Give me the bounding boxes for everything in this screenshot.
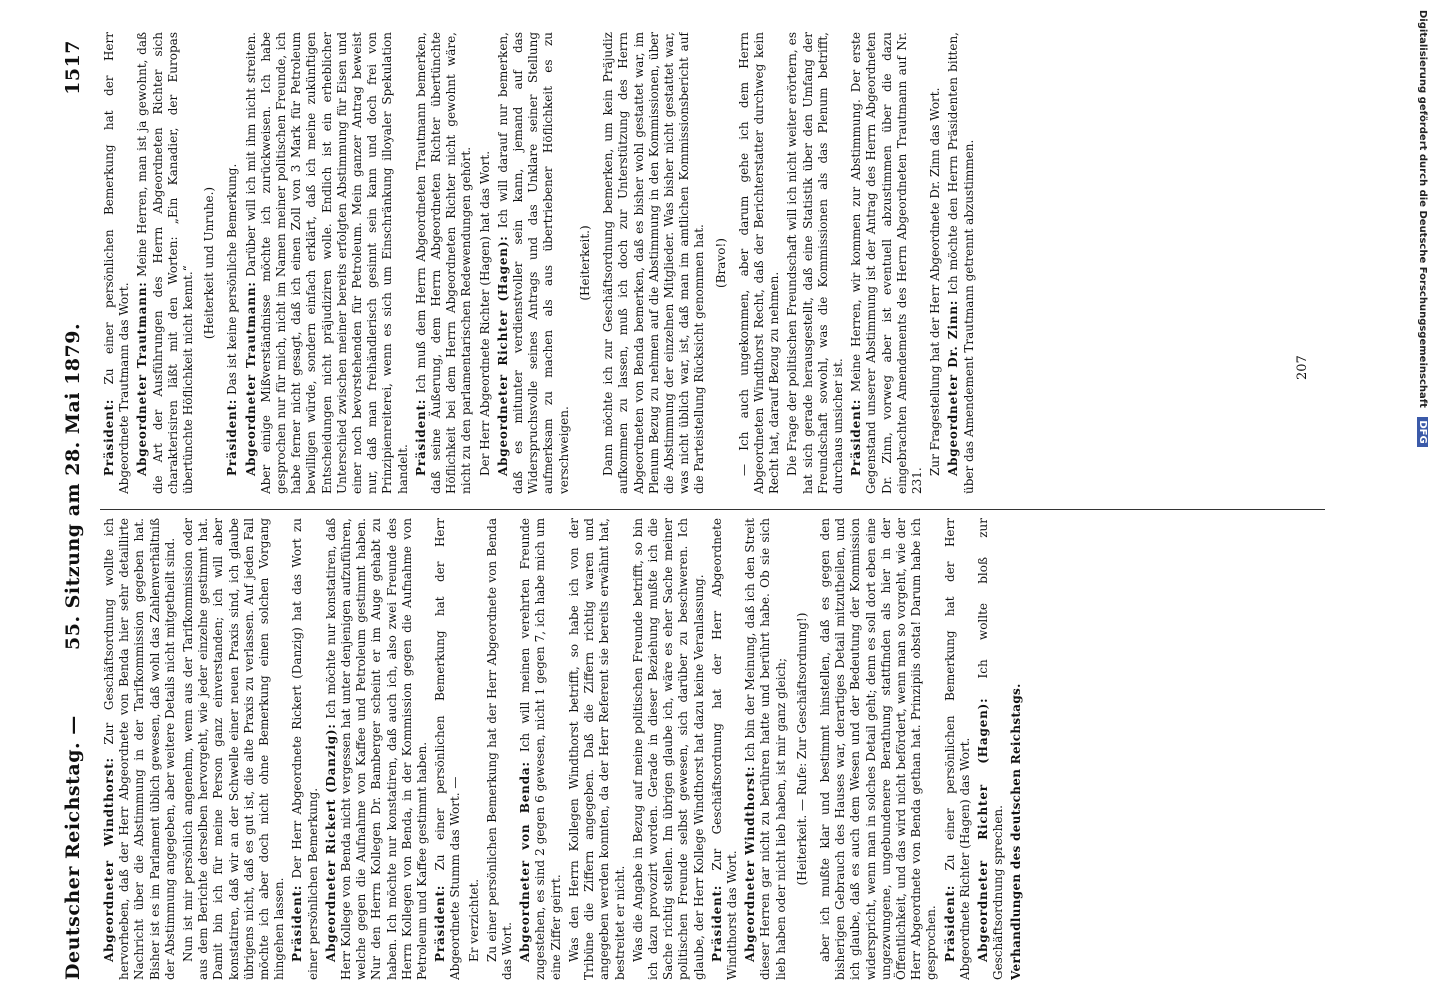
- speech-text: Zu einer persönlichen Bemerkung hat der Herr Abgeordnete Trautmann das Wort.: [102, 32, 132, 494]
- speech-text: Ich möchte den Herrn Präsidenten bitten, über das Amendement Trautmann getrennt abzustimmen.: [946, 32, 976, 494]
- speech-text: Das ist keine persönliche Bemerkung.: [225, 163, 240, 395]
- header-journal: Deutscher Reichstag. —: [62, 715, 84, 980]
- speaker-name: Präsident:: [102, 398, 116, 476]
- speaker-name: Präsident:: [942, 884, 957, 962]
- speech-paragraph: [737, 32, 783, 494]
- speaker-name: Abgeordneter Trautmann:: [243, 281, 258, 476]
- page-header: [62, 40, 90, 980]
- speech-text: Darüber will ich mit ihm nicht streiten. Aber einige Mißverständnisse möchte ich zurückweisen. Ich habe gesprochen nur für mich, nicht im Namen meiner politischen Freunde, ich habe ferner nicht gesagt, daß ich einen Zoll von 3 Mark für Petroleum bewilligen würde, sondern einfach erklärt, daß ich meine zukünftigen Entscheidungen nicht präjudiziren wolle. Endlich ist ein erheblicher Unterschied zwischen meiner bereits erfolgten Abstimmung für Eisen und einer noch bevorstehenden für Petroleum. Mein ganzer Antrag beweist nur, daß man freihändlerisch gesinnt sein kann und doch frei von Prinzipienreiterei, wenn es sich um Einschränkung illoyaler Spekulation handelt.: [243, 32, 410, 494]
- speaker-name: Abgeordneter Dr. Zinn:: [946, 299, 961, 476]
- speech-paragraph: [849, 32, 925, 494]
- speech-text: aber ich mußte klar und bestimmt hinstellen, daß es gegen den bisherigen Gebrauch des Hauses war, derartiges Detail mitzutheilen, und ich glaube, daß es auch dem Wesen und der Bedeutung der Kommission widerspricht, wenn man in solches Detail geht; denn es soll dort eben eine ungezwungene, ungebundenere Berathung stattfinden als hier in der Öffentlichkeit, und das wird nicht befördert, wenn man so vorgeht, wie der Herr Abgeordnete von Benda gethan hat. Prinzipiis obsta! Darum habe ich gesprochen.: [817, 518, 939, 980]
- speech-paragraph: [710, 518, 740, 980]
- speech-paragraph: [290, 518, 320, 980]
- stage-direction: (Bravo!): [713, 238, 728, 288]
- speech-paragraph: [181, 518, 287, 980]
- speaker-name: Abgeordneter Windthorst:: [102, 757, 116, 962]
- speech-paragraph: [818, 518, 940, 980]
- speech-text: Meine Herren, wir kommen zur Abstimmung. Der erste Gegenstand unserer Abstimmung ist der Antrag des Herrn Abgeordneten Dr. Zinn, vorweg aber ist eventuell abzustimmen über die dazu eingebrachten Amendements des Herrn Abgeordneten Trautmann auf Nr. 231.: [849, 32, 924, 494]
- speech-paragraph: [485, 518, 515, 980]
- header-session: 55. Sitzung am 28. Mai 1879.: [62, 322, 84, 650]
- speech-paragraph: [496, 32, 572, 494]
- speech-text: Zu einer persönlichen Bemerkung hat der Herr Abgeordnete von Benda das Wort.: [484, 518, 515, 980]
- digitization-text: Digitalisierung gefördert durch die Deutsche Forschungsgemeinschaft: [1417, 10, 1428, 408]
- stage-direction: (Heiterkeit und Unruhe.): [202, 186, 217, 340]
- speech-text: Der Herr Abgeordnete Rickert (Danzig) hat das Wort zu einer persönlichen Bemerkung.: [290, 518, 320, 980]
- speech-text: Was den Herrn Kollegen Windthorst betrifft, so habe ich von der Tribüne die Ziffern angegeben. Daß die Ziffern richtig waren und angegeben werden konnten, da der Herr Referent sie bereits erwähnt hat, bestreitet er nicht.: [566, 518, 627, 980]
- speech-paragraph: [601, 32, 707, 494]
- speech-text: Die Frage der politischen Freundschaft will ich nicht weiter erörtern, es hat sich gerade herausgestellt, daß eine Statistik über den Umfang der Freundschaft sowohl, was die Kommissionen als das Plenum betrifft, durchaus unsicher ist.: [785, 32, 845, 494]
- speaker-name: Abgeordneter Richter (Hagen):: [975, 697, 990, 962]
- speaker-name: Präsident:: [413, 398, 428, 476]
- speaker-name: Abgeordneter Rickert (Danzig):: [323, 723, 338, 962]
- speech-paragraph: [433, 518, 463, 980]
- speaker-name: Präsident:: [709, 884, 724, 962]
- speech-text: Ich wollte bloß zur Geschäftsordnung sprechen.: [975, 518, 1006, 980]
- speech-text: Ich muß dem Herrn Abgeordneten Trautmann bemerken, daß seine Äußerung, dem Herrn Abgeordneten Richter übertünchte Höflichkeit bei dem Herrn Abgeordneten Richter nicht gewohnt wäre, nicht zu den parlamentarischen Redewendungen gehört.: [413, 32, 474, 494]
- speech-text: Meine Herren, man ist ja gewohnt, daß die Art der Ausführungen des Herrn Abgeordneten Richter sich charakterisiren läßt mit den Worten: „Ein Kanadier, der Europas übertünchte Höflichkeit nicht kennt.“: [135, 32, 196, 494]
- stage-direction: (Heiterkeit. — Rufe: Zur Geschäftsordnung!): [794, 612, 809, 886]
- speech-paragraph: [785, 32, 846, 494]
- speech-paragraph: [631, 518, 707, 980]
- dfg-badge: DFG: [1417, 417, 1428, 446]
- speech-paragraph: [102, 32, 132, 494]
- column-divider: [100, 509, 1325, 510]
- speech-paragraph: [414, 32, 475, 494]
- left-column: [102, 518, 1327, 980]
- header-page-number: 1517: [62, 40, 84, 95]
- speech-text: Ich möchte nur konstatiren, daß Herr Kollege von Benda nicht vergessen hat unter denjenigen aufzuführen, welche gegen die Aufnahme von Kaffee und Petroleum gestimmt haben. Nur den Herrn Kollegen Dr. Bamberger scheint er im Auge gehabt zu haben. Ich möchte nur konstatiren, daß auch ich, also zwei Freunde des Herrn Kollegen von Benda, in der Kommission gegen die Aufnahme von Petroleum und Kaffee gestimmt haben.: [323, 518, 430, 980]
- speaker-name: Abgeordneter von Benda:: [518, 761, 533, 962]
- rotated-page: [40, 0, 1340, 1000]
- speech-paragraph: [943, 518, 973, 980]
- speech-paragraph: [518, 518, 564, 980]
- speech-paragraph: [135, 32, 196, 494]
- speech-text: — Ich auch ungekommen, aber darum gehe ich dem Herrn Abgeordneten Windthorst Recht, daß der Berichterstatter durchweg kein Recht hat, darauf Bezug zu nehmen.: [736, 32, 782, 494]
- speech-text: Der Herr Abgeordnete Richter (Hagen) hat das Wort.: [477, 150, 492, 476]
- speech-paragraph: [946, 32, 976, 494]
- speech-paragraph: [976, 518, 1006, 980]
- digitization-note: [1410, 10, 1432, 990]
- speech-paragraph: [244, 32, 411, 494]
- speech-paragraph: [225, 32, 240, 494]
- speaker-name: Präsident:: [433, 884, 448, 962]
- speech-text: Was die Angabe in Bezug auf meine politischen Freunde betrifft, so bin ich dazu provozirt worden. Gerade in dieser Beziehung mußte ich die Sache richtig stellen. Im übrigen glaube ich, wäre es eher Sache meiner politischen Freunde selbst gewesen, sich darüber zu beschweren. Ich glaube, der Herr Kollege Windthorst hat dazu keine Veranlassung.: [630, 518, 706, 980]
- speech-text: Ich will meinen verehrten Freunde zugestehen, es sind 2 gegen 6 gewesen, nicht 1 gegen 7, ich habe mich um eine Ziffer geirrt.: [518, 518, 563, 980]
- speech-text: Nun ist mir persönlich angenehm, wenn aus der Tarifkommission oder aus dem Berichte derselben hervorgeht, wie jeder einzelne gestimmt hat. Damit bin ich für meine Person ganz einverstanden; ich will aber konstatiren, daß wir an der Schwelle einer neuen Praxis sind, ich glaube übrigens nicht, daß es gut ist, die alte Praxis zu verlassen. Auf jeden Fall möchte ich aber doch nicht ohne Bemerkung einen solchen Vorgang hingehen lassen.: [181, 518, 287, 980]
- speech-paragraph: [743, 518, 789, 980]
- speech-paragraph: [567, 518, 628, 980]
- speech-paragraph: [928, 32, 943, 494]
- speech-text: Zu einer persönlichen Bemerkung hat der Herr Abgeordnete Stumm das Wort. —: [433, 518, 463, 980]
- speaker-name: Abgeordneter Richter (Hagen):: [495, 235, 510, 476]
- speech-text: Zu einer persönlichen Bemerkung hat der Herr Abgeordnete Richter (Hagen) das Wort.: [942, 518, 972, 980]
- speech-paragraph: [467, 518, 482, 980]
- speech-text: Ich bin der Meinung, daß ich den Streit dieser Herren gar nicht zu berühren hatte und berührt habe. Ob sie sich lieb haben oder nicht lieb haben, ist mir ganz gleich;: [743, 518, 788, 980]
- speech-text: Er verzichtet.: [466, 878, 481, 962]
- speech-text: Zur Geschäftsordnung hat der Herr Abgeordnete Windthorst das Wort.: [709, 518, 739, 980]
- footer-note: Verhandlungen des deutschen Reichstags.: [1009, 683, 1024, 980]
- speech-paragraph: [478, 32, 493, 494]
- speaker-name: Präsident:: [225, 398, 240, 476]
- stage-direction: (Heiterkeit.): [577, 225, 592, 301]
- speaker-name: Präsident:: [290, 884, 305, 962]
- speech-text: Zur Fragestellung hat der Herr Abgeordnete Dr. Zinn das Wort.: [928, 87, 943, 476]
- speech-paragraph: [324, 518, 430, 980]
- speech-text: Zur Geschäftsordnung wollte ich hervorheben, daß der Herr Abgeordnete von Benda hier sehr detaillirte Nachricht über die Abstimmung in der Tarifkommission gegeben hat. Bisher ist es im Parlament üblich gewesen, daß wohl das Zahlenverhältniß der Abstimmung angegeben, aber weitere Details nicht mitgetheilt sind.: [102, 518, 177, 980]
- speech-text: Dann möchte ich zur Geschäftsordnung bemerken, um kein Präjudiz aufkommen zu lassen, muß ich doch zur Unterstützung des Herrn Abgeordneten von Benda bemerken, daß es bisher wohl gestattet war, im Plenum Bezug zu nehmen auf die Abstimmung in den Kommissionen, über die Abstimmung der einzelnen Mitglieder. Was bisher nicht gestattet war, was nicht üblich war, ist, daß man im amtlichen Kommissionsbericht auf die Parteistellung Rücksicht genommen hat.: [601, 32, 707, 494]
- speech-paragraph: [102, 518, 178, 980]
- sheet-number: 207: [1295, 355, 1310, 380]
- right-column: [102, 32, 1327, 494]
- speaker-name: Präsident:: [849, 398, 864, 476]
- speaker-name: Abgeordneter Trautmann:: [135, 281, 150, 476]
- speech-text: Ich will darauf nur bemerken, daß es mitunter verdienstvoller sein kann, jemand auf das Widerspruchsvolle seines Antrags und das Unklare seiner Stellung aufmerksam zu machen als aus übertriebener Höflichkeit es zu verschweigen.: [495, 32, 571, 494]
- speaker-name: Abgeordneter Windthorst:: [743, 765, 758, 962]
